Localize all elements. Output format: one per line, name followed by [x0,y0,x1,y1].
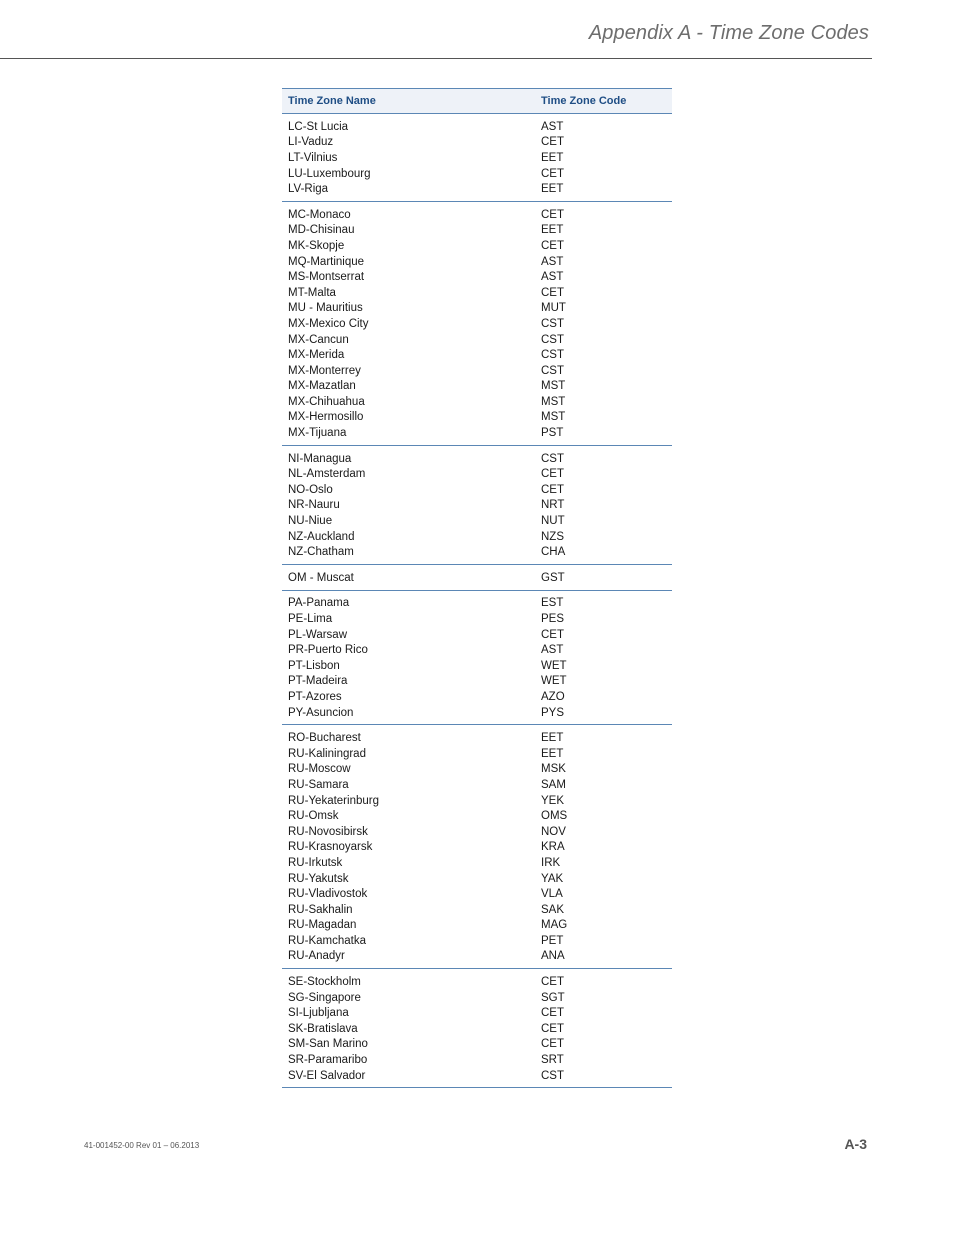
table-row [282,570,672,586]
time-zone-name-cell: PY-Asuncion [288,706,354,719]
time-zone-code-cell: EET [541,732,564,745]
time-zone-code-cell: CET [541,286,564,299]
time-zone-name-cell: OM - Muscat [288,571,354,584]
time-zone-name-cell: RU-Irkutsk [288,856,343,869]
time-zone-name-cell: LV-Riga [288,183,329,196]
time-zone-code-cell: MST [541,395,566,408]
table-row [282,238,672,254]
time-zone-code-cell: MST [541,411,566,424]
time-zone-code-cell: MUT [541,302,566,315]
time-zone-name-cell: LI-Vaduz [288,136,334,149]
table-row [282,482,672,498]
table-row [282,730,672,746]
table-header-row [282,88,672,114]
table-row [282,1068,672,1084]
time-zone-name-cell: MX-Hermosillo [288,411,364,424]
time-zone-name-cell: RU-Magadan [288,919,357,932]
table-row [282,425,672,441]
time-zone-code-cell: PYS [541,706,565,719]
table-row [282,689,672,705]
time-zone-name-cell: MX-Merida [288,349,345,362]
table-row [282,301,672,317]
table-row [282,529,672,545]
time-zone-name-cell: RU-Novosibirsk [288,825,368,838]
time-zone-name-cell: RU-Samara [288,778,349,791]
time-zone-code-cell: EST [541,597,564,610]
time-zone-code-cell: MSK [541,763,566,776]
time-zone-name-cell: NZ-Auckland [288,530,355,543]
table-body [282,114,672,1088]
time-zone-code-cell: CET [541,1022,564,1035]
time-zone-table [282,88,672,1088]
table-row [282,498,672,514]
time-zone-name-cell: SG-Singapore [288,991,361,1004]
time-zone-code-cell: CST [541,317,564,330]
time-zone-name-cell: MQ-Martinique [288,255,365,268]
time-zone-code-cell: CST [541,1069,564,1082]
table-row [282,674,672,690]
time-zone-code-cell: AST [541,255,564,268]
time-zone-code-cell: KRA [541,841,565,854]
table-row [282,990,672,1006]
time-zone-code-cell: PST [541,427,564,440]
time-zone-name-cell: NZ-Chatham [288,546,354,559]
table-row [282,379,672,395]
table-row [282,285,672,301]
table-row [282,513,672,529]
time-zone-code-cell: ANA [541,950,565,963]
time-zone-name-cell: RU-Sakhalin [288,903,353,916]
time-zone-code-cell: GST [541,571,565,584]
time-zone-name-cell: MK-Skopje [288,239,345,252]
time-zone-code-cell: IRK [541,856,561,869]
table-row [282,119,672,135]
time-zone-code-cell: AST [541,120,564,133]
time-zone-code-cell: MST [541,380,566,393]
time-zone-name-cell: SE-Stockholm [288,976,361,989]
table-row [282,410,672,426]
time-zone-name-cell: SI-Ljubljana [288,1007,349,1020]
time-zone-code-cell: CHA [541,546,566,559]
time-zone-name-cell: SK-Bratislava [288,1022,358,1035]
time-zone-code-cell: YEK [541,794,565,807]
table-row [282,777,672,793]
table-row [282,596,672,612]
time-zone-code-cell: SAK [541,903,565,916]
time-zone-name-cell: RU-Vladivostok [288,888,368,901]
column-header-name: Time Zone Name [288,95,376,107]
table-row [282,1052,672,1068]
time-zone-name-cell: RU-Yekaterinburg [288,794,379,807]
table-row [282,347,672,363]
table-row [282,974,672,990]
time-zone-name-cell: MC-Monaco [288,208,351,221]
table-row [282,949,672,965]
time-zone-name-cell: NU-Niue [288,515,333,528]
table-row [282,207,672,223]
table-row [282,544,672,560]
table-row [282,918,672,934]
table-row [282,466,672,482]
table-row [282,824,672,840]
table-group [282,725,672,969]
time-zone-code-cell: CET [541,468,564,481]
time-zone-code-cell: CET [541,239,564,252]
table-row [282,135,672,151]
table-row [282,762,672,778]
time-zone-code-cell: CST [541,333,564,346]
time-zone-code-cell: VLA [541,888,563,901]
table-group [282,969,672,1088]
time-zone-name-cell: SR-Paramaribo [288,1054,368,1067]
time-zone-code-cell: SGT [541,991,565,1004]
time-zone-name-cell: PE-Lima [288,613,333,626]
time-zone-code-cell: CET [541,208,564,221]
time-zone-name-cell: PL-Warsaw [288,628,347,641]
table-group [282,114,672,202]
document-number: 41-001452-00 Rev 01 – 06.2013 [84,1141,200,1150]
table-row [282,746,672,762]
table-row [282,332,672,348]
table-row [282,363,672,379]
table-group [282,591,672,726]
time-zone-name-cell: RO-Bucharest [288,732,361,745]
time-zone-code-cell: PET [541,934,564,947]
table-row [282,933,672,949]
time-zone-name-cell: NO-Oslo [288,483,333,496]
time-zone-name-cell: MS-Montserrat [288,271,365,284]
time-zone-code-cell: CET [541,976,564,989]
time-zone-code-cell: OMS [541,810,568,823]
time-zone-name-cell: MX-Chihuahua [288,395,365,408]
time-zone-code-cell: NRT [541,499,565,512]
table-row [282,642,672,658]
table-group [282,565,672,591]
time-zone-code-cell: MAG [541,919,568,932]
time-zone-name-cell: RU-Moscow [288,763,351,776]
time-zone-code-cell: PES [541,613,565,626]
time-zone-name-cell: NI-Managua [288,452,352,465]
table-row [282,871,672,887]
time-zone-code-cell: CST [541,349,564,362]
time-zone-name-cell: PR-Puerto Rico [288,644,368,657]
table-group [282,446,672,565]
time-zone-name-cell: PT-Lisbon [288,659,340,672]
time-zone-name-cell: LT-Vilnius [288,151,338,164]
page-title: Appendix A - Time Zone Codes [588,22,869,44]
time-zone-name-cell: RU-Omsk [288,810,339,823]
time-zone-code-cell: EET [541,224,564,237]
time-zone-code-cell: WET [541,675,567,688]
time-zone-name-cell: MD-Chisinau [288,224,355,237]
time-zone-code-cell: WET [541,659,567,672]
time-zone-code-cell: CET [541,136,564,149]
time-zone-name-cell: RU-Yakutsk [288,872,349,885]
time-zone-name-cell: RU-Kamchatka [288,934,366,947]
table-group [282,202,672,446]
time-zone-code-cell: SAM [541,778,566,791]
time-zone-code-cell: YAK [541,872,564,885]
time-zone-name-cell: RU-Kaliningrad [288,747,366,760]
time-zone-name-cell: PT-Azores [288,690,342,703]
time-zone-name-cell: NR-Nauru [288,499,340,512]
table-row [282,793,672,809]
table-row [282,150,672,166]
table-row [282,658,672,674]
table-row [282,855,672,871]
column-header-code: Time Zone Code [541,95,627,107]
time-zone-code-cell: CST [541,452,564,465]
time-zone-code-cell: EET [541,183,564,196]
table-row [282,808,672,824]
table-row [282,1037,672,1053]
table-row [282,611,672,627]
header-divider [0,58,872,59]
table-row [282,223,672,239]
table-row [282,451,672,467]
time-zone-code-cell: EET [541,151,564,164]
time-zone-name-cell: SV-El Salvador [288,1069,366,1082]
table-row [282,394,672,410]
table-row [282,254,672,270]
time-zone-name-cell: PT-Madeira [288,675,348,688]
time-zone-name-cell: MX-Tijuana [288,427,347,440]
time-zone-name-cell: MX-Monterrey [288,364,361,377]
time-zone-name-cell: MX-Cancun [288,333,349,346]
time-zone-name-cell: MT-Malta [288,286,336,299]
time-zone-code-cell: CET [541,1007,564,1020]
time-zone-code-cell: CET [541,1038,564,1051]
time-zone-code-cell: AZO [541,690,565,703]
table-row [282,1021,672,1037]
time-zone-code-cell: NUT [541,515,565,528]
time-zone-name-cell: MX-Mazatlan [288,380,356,393]
table-row [282,840,672,856]
time-zone-name-cell: LU-Luxembourg [288,167,371,180]
time-zone-name-cell: LC-St Lucia [288,120,349,133]
time-zone-code-cell: AST [541,271,564,284]
time-zone-code-cell: SRT [541,1054,564,1067]
time-zone-code-cell: NZS [541,530,564,543]
table-row [282,1005,672,1021]
table-row [282,705,672,721]
time-zone-code-cell: CET [541,483,564,496]
time-zone-name-cell: RU-Anadyr [288,950,345,963]
table-row [282,886,672,902]
time-zone-code-cell: CST [541,364,564,377]
time-zone-name-cell: RU-Krasnoyarsk [288,841,373,854]
time-zone-name-cell: NL-Amsterdam [288,468,366,481]
time-zone-name-cell: PA-Panama [288,597,350,610]
page-number: A-3 [844,1136,867,1152]
time-zone-name-cell: MU - Mauritius [288,302,363,315]
time-zone-code-cell: EET [541,747,564,760]
table-row [282,902,672,918]
time-zone-code-cell: AST [541,644,564,657]
time-zone-code-cell: CET [541,628,564,641]
time-zone-name-cell: MX-Mexico City [288,317,369,330]
table-row [282,627,672,643]
table-row [282,316,672,332]
time-zone-code-cell: CET [541,167,564,180]
table-row [282,166,672,182]
time-zone-name-cell: SM-San Marino [288,1038,368,1051]
time-zone-code-cell: NOV [541,825,566,838]
table-row [282,181,672,197]
table-row [282,269,672,285]
